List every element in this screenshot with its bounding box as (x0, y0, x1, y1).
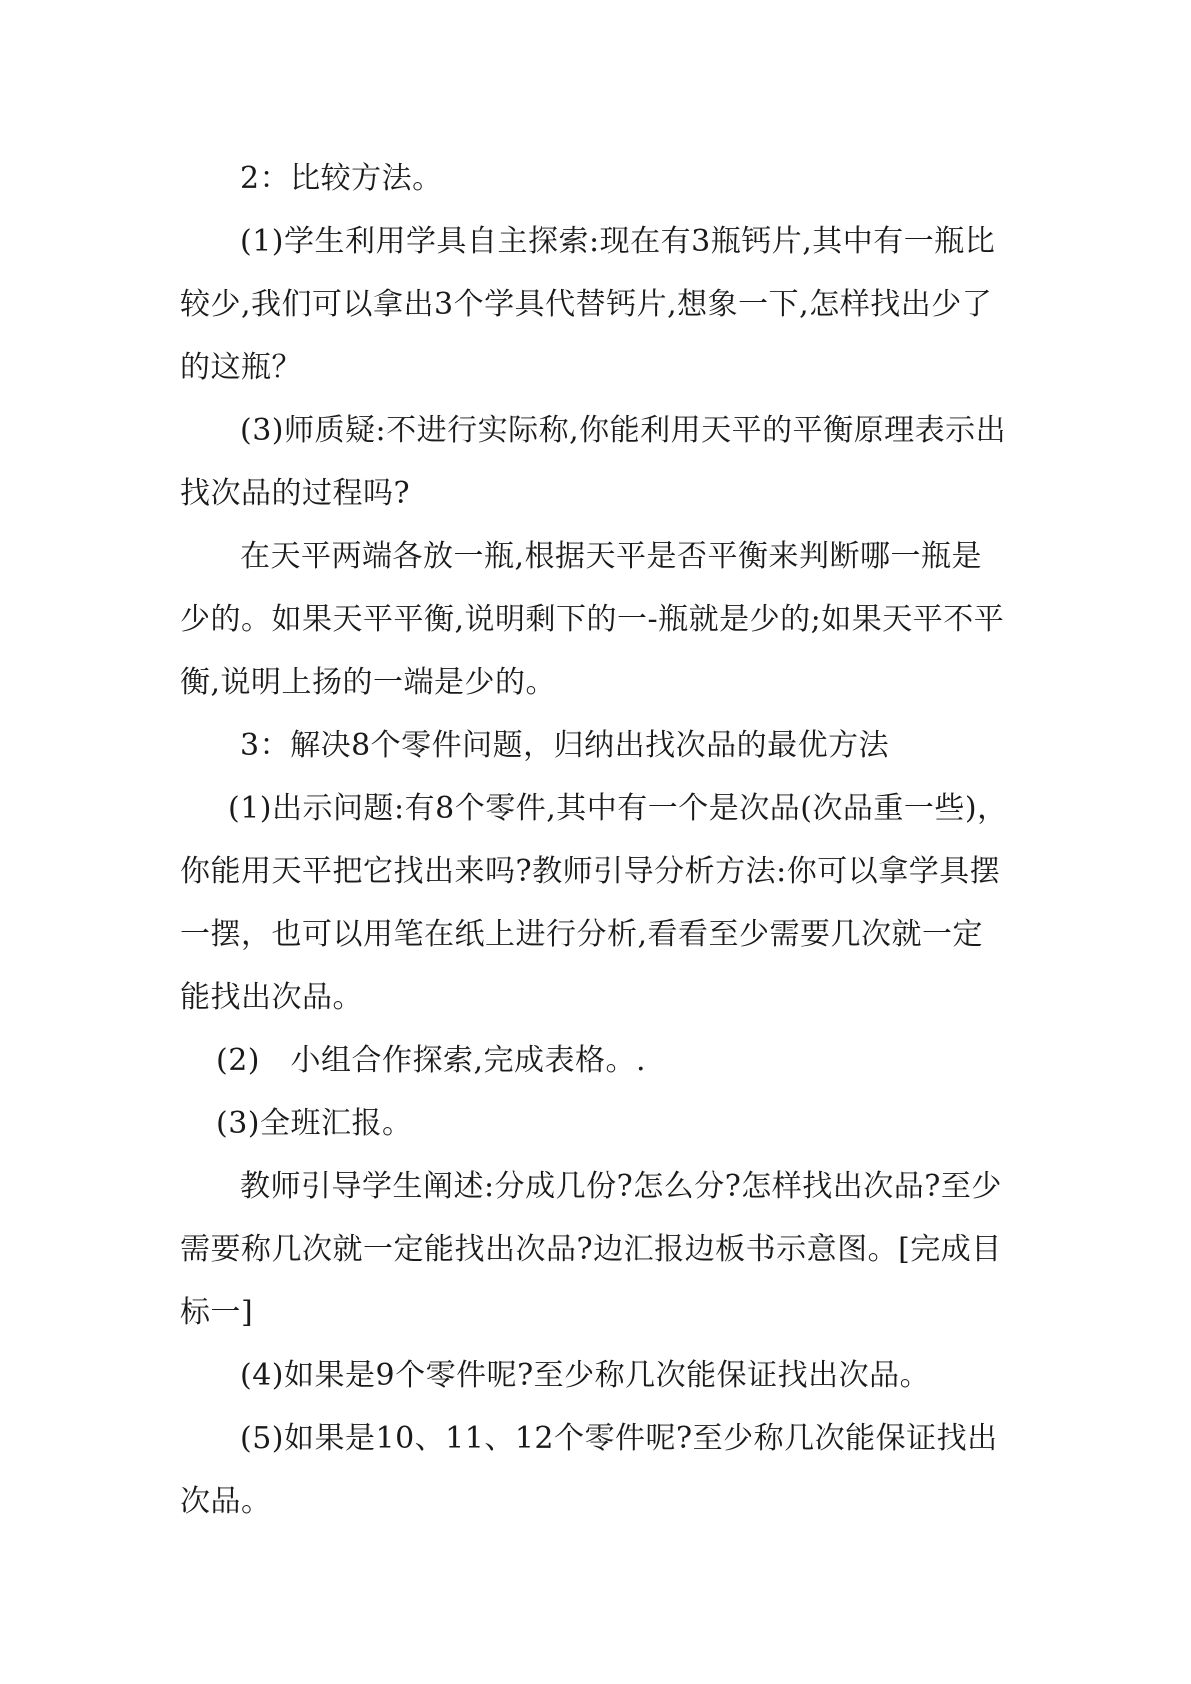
paragraph-item-3-report: (3)全班汇报。 (216, 1106, 413, 1141)
paragraph-item-5-more-parts: (5)如果是10、11、12个零件呢?至少称几次能保证找出次品。 (180, 1421, 998, 1519)
paragraph-item-3-question: (3)师质疑:不进行实际称,你能利用天平的平衡原理表示出找次品的过程吗? (180, 413, 1007, 511)
paragraph-item-1-explore: (1)学生利用学具自主探索:现在有3瓶钙片,其中有一瓶比较少,我们可以拿出3个学具代替钙片,想象一下,怎样找出少了的这瓶？ (180, 224, 996, 385)
paragraph-item-2-group-work: (2) 小组合作探索,完成表格。. (216, 1043, 647, 1078)
paragraph-step-3-heading: 3：解决8个零件问题，归纳出找次品的最优方法 (240, 728, 890, 763)
paragraph-step-2-heading: 2：比较方法。 (240, 161, 443, 196)
paragraph-balance-explanation: 在天平两端各放一瓶,根据天平是否平衡来判断哪一瓶是少的。如果天平平衡,说明剩下的一-瓶就是少的;如果天平不平衡,说明上扬的一端是少的。 (180, 539, 1005, 700)
paragraph-teacher-guidance: 教师引导学生阐述:分成几份?怎么分?怎样找出次品?至少需要称几次就一定能找出次品?边汇报边板书示意图。[完成目标一] (180, 1169, 1002, 1330)
paragraph-item-4-nine-parts: (4)如果是9个零件呢?至少称几次能保证找出次品。 (240, 1358, 931, 1393)
paragraph-item-1-problem: (1)出示问题:有8个零件,其中有一个是次品(次品重一些)，你能用天平把它找出来吗?教师引导分析方法:你可以拿学具摆一摆，也可以用笔在纸上进行分析,看看至少需要几次就一定能找出次品。 (180, 791, 1008, 1015)
